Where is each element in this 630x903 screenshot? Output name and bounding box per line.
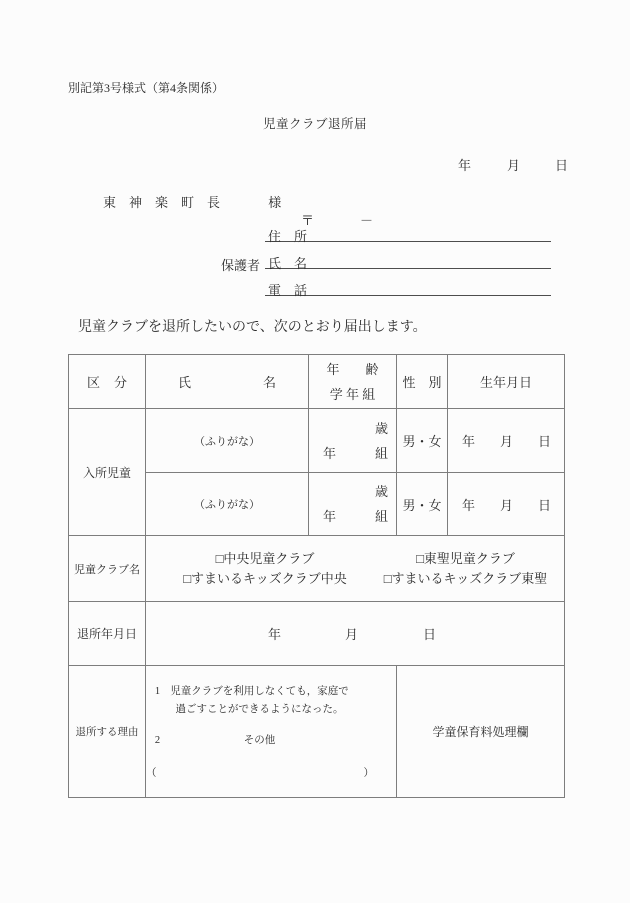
reason-text: その他 — [243, 735, 276, 746]
name-label: 氏 名 — [268, 256, 308, 271]
reason-number: 1 — [154, 686, 161, 697]
child1-sex-cell: 男・女 — [397, 409, 448, 473]
postal-dash: － — [360, 213, 374, 228]
checkbox-icon: □ — [215, 550, 224, 566]
club-option — [367, 569, 564, 589]
addressee-honorific: 様 — [268, 195, 282, 210]
header-name-first: 氏 — [178, 375, 192, 390]
child2-birth-cell — [448, 473, 565, 536]
header-age-line1: 年 齢 — [326, 361, 379, 377]
withdrawal-month-label: 月 — [345, 627, 359, 642]
intro-sentence: 児童クラブを退所したいので、次のとおり届出します。 — [78, 320, 427, 335]
header-cell-name — [146, 355, 309, 409]
address-label: 住 所 — [268, 229, 308, 244]
birth-day-label: 日 — [537, 434, 551, 449]
reason-number: 2 — [154, 735, 161, 746]
page-title: 児童クラブ退所届 — [262, 117, 367, 131]
table-header-row — [69, 355, 565, 409]
grade-class-label: 組 — [374, 509, 388, 524]
withdrawal-date-row — [69, 602, 565, 666]
header-cell-category — [69, 355, 146, 409]
row-label-enrolled-children: 入所児童 — [69, 409, 146, 536]
checkbox-icon: □ — [383, 570, 392, 586]
club-option-label: 中央児童クラブ — [223, 550, 315, 566]
withdrawal-reason-row — [69, 666, 565, 798]
row-label-withdrawal-date: 退所年月日 — [69, 602, 146, 666]
birth-year-label: 年 — [462, 497, 476, 513]
phone-field-underline — [265, 280, 551, 296]
birth-year-label: 年 — [462, 434, 476, 449]
club-options-cell — [146, 536, 565, 602]
form-number: 別記第3号様式（第4条関係） — [68, 81, 225, 95]
age-suffix-label: 歳 — [374, 420, 388, 436]
header-category-first: 区 — [87, 375, 101, 390]
furigana-label: （ふりがな） — [194, 435, 260, 448]
address-field-underline — [265, 226, 551, 242]
club-name-row — [69, 536, 565, 602]
birth-month-label: 月 — [499, 434, 513, 449]
phone-label: 電 話 — [268, 283, 308, 298]
withdrawal-day-label: 日 — [423, 627, 437, 642]
reason-item-2 — [146, 732, 350, 750]
name-field-underline — [265, 253, 551, 269]
application-table — [68, 354, 565, 798]
checkbox-icon: □ — [416, 550, 424, 566]
header-age-line2: 学 年 組 — [329, 386, 376, 402]
club-option — [163, 549, 367, 569]
paren-open: （ — [146, 768, 157, 779]
date-month-label: 月 — [507, 158, 521, 173]
reason-item-1 — [146, 683, 350, 719]
club-option — [163, 569, 367, 589]
grade-class-label: 組 — [374, 445, 388, 461]
child1-birth-cell — [448, 409, 565, 473]
child2-name-cell — [146, 473, 309, 536]
reason-text: 児童クラブを利用しなくても，家庭で過ごすことができるようになった。 — [170, 686, 349, 715]
birth-month-label: 月 — [499, 497, 513, 513]
header-cell-sex: 性 別 — [397, 355, 448, 409]
withdrawal-date-cell — [146, 602, 565, 666]
withdrawal-year-label: 年 — [268, 627, 282, 642]
fee-processing-cell: 学童保育料処理欄 — [397, 666, 565, 798]
club-option — [367, 549, 564, 569]
birth-day-label: 日 — [537, 497, 551, 513]
furigana-label: （ふりがな） — [194, 499, 260, 511]
child1-name-cell — [146, 409, 309, 473]
club-option-label: すまいるキッズクラブ東聖 — [391, 570, 548, 586]
paren-close: ） — [363, 768, 374, 779]
header-category-second: 分 — [113, 375, 127, 390]
row-label-withdrawal-reason: 退所する理由 — [69, 666, 146, 798]
date-day-label: 日 — [555, 158, 569, 173]
child-row-1 — [69, 409, 565, 473]
grade-year-label: 年 — [323, 445, 337, 461]
addressee-name: 東 神 楽 町 長 — [103, 195, 221, 210]
postal-mark-icon: 〒 — [301, 213, 315, 228]
club-option-label: すまいるキッズクラブ中央 — [191, 570, 347, 586]
header-cell-age-grade — [309, 355, 397, 409]
grade-year-label: 年 — [323, 509, 337, 524]
header-name-second: 名 — [262, 375, 276, 390]
date-line — [458, 155, 568, 174]
child1-age-grade-cell — [309, 409, 397, 473]
addressee-line — [103, 192, 281, 211]
child2-age-grade-cell — [309, 473, 397, 536]
reason-other-blank — [146, 765, 374, 780]
club-option-label: 東聖児童クラブ — [423, 550, 515, 566]
date-year-label: 年 — [458, 158, 472, 173]
age-suffix-label: 歳 — [374, 484, 388, 499]
child2-sex-cell: 男・女 — [397, 473, 448, 536]
header-cell-birthdate: 生年月日 — [448, 355, 565, 409]
row-label-club-name: 児童クラブ名 — [69, 536, 146, 602]
reason-options-cell — [146, 666, 397, 798]
checkbox-icon: □ — [183, 570, 192, 586]
guardian-label: 保護者 — [221, 258, 261, 273]
